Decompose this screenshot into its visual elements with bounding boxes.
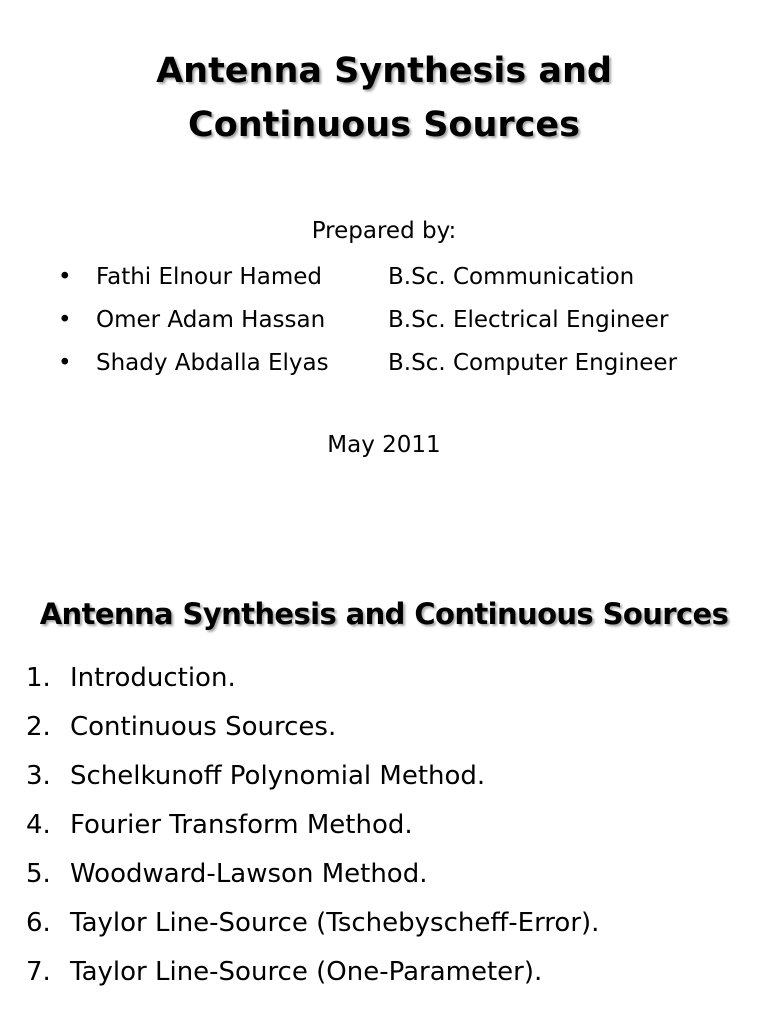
item-number: 3. <box>26 761 51 791</box>
title-line-2: Continuous Sources <box>188 105 580 145</box>
item-text: Introduction. <box>70 663 236 693</box>
author-item <box>0 345 768 388</box>
item-number: 5. <box>26 859 51 889</box>
bullet-icon: • <box>58 264 72 290</box>
contents-list <box>0 657 768 1000</box>
item-text: Continuous Sources. <box>70 712 337 742</box>
item-number: 4. <box>26 810 51 840</box>
author-degree: B.Sc. Communication <box>388 264 635 290</box>
contents-item <box>0 804 768 853</box>
contents-item <box>0 706 768 755</box>
author-name: Shady Abdalla Elyas <box>96 350 329 376</box>
item-number: 1. <box>26 663 51 693</box>
prepared-by-label: Prepared by: <box>311 218 457 244</box>
author-name: Fathi Elnour Hamed <box>96 264 322 290</box>
contents-item <box>0 902 768 951</box>
author-degree: B.Sc. Computer Engineer <box>388 350 678 376</box>
author-list <box>0 259 768 388</box>
author-degree: B.Sc. Electrical Engineer <box>388 307 669 333</box>
author-name: Omer Adam Hassan <box>96 307 326 333</box>
contents-item <box>0 951 768 1000</box>
item-text: Fourier Transform Method. <box>70 810 413 840</box>
author-item <box>0 302 768 345</box>
item-text: Schelkunoff Polynomial Method. <box>70 761 486 791</box>
contents-item <box>0 853 768 902</box>
item-number: 2. <box>26 712 51 742</box>
bullet-icon: • <box>58 307 72 333</box>
item-number: 6. <box>26 908 51 938</box>
item-text: Woodward-Lawson Method. <box>70 859 428 889</box>
contents-item <box>0 755 768 804</box>
bullet-icon: • <box>58 350 72 376</box>
contents-slide <box>0 512 768 1024</box>
author-item <box>0 259 768 302</box>
slide-title: Antenna Synthesis and Continuous Sources <box>39 597 729 631</box>
title-line-1: Antenna Synthesis and <box>156 51 612 91</box>
slide-title <box>0 44 768 152</box>
presentation-date: May 2011 <box>327 432 441 458</box>
item-text: Taylor Line-Source (Tschebyscheff-Error). <box>70 908 600 938</box>
item-number: 7. <box>26 957 51 987</box>
item-text: Taylor Line-Source (One-Parameter). <box>70 957 543 987</box>
contents-item <box>0 657 768 706</box>
